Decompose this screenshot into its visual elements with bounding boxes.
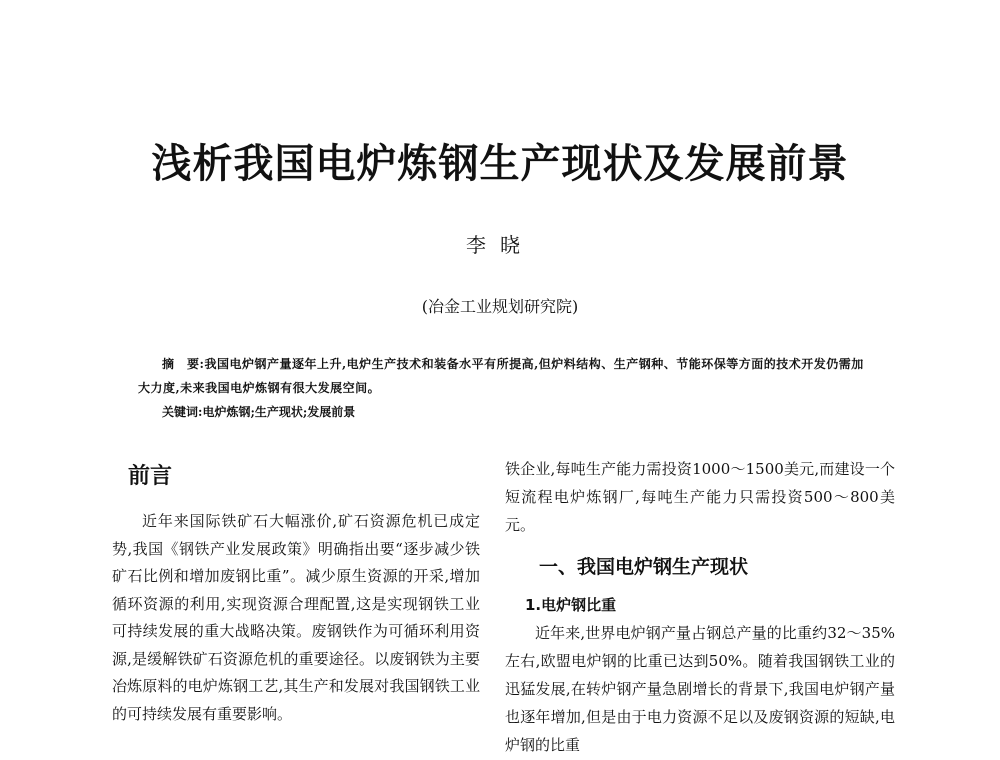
eaf-share-paragraph: 近年来,世界电炉钢产量占钢总产量的比重约32～35%左右,欧盟电炉钢的比重已达到50%。随着我国钢铁工业的迅猛发展,在转炉钢产量急剧增长的背景下,我国电炉钢产量也逐年增加,但是由于电力资源不足以及废钢资源的短缺,电炉钢的比重 — [505, 624, 895, 754]
paper-title: 浅析我国电炉炼钢生产现状及发展前景 — [151, 140, 849, 187]
subheading-eaf-share: 1.电炉钢比重 — [525, 596, 617, 614]
keywords-label: 关键词: — [162, 405, 203, 419]
left-column — [112, 458, 480, 728]
keywords-text: 电炉炼钢;生产现状;发展前景 — [202, 405, 356, 419]
abstract-label: 摘 要: — [162, 357, 205, 371]
keywords — [162, 400, 762, 424]
section-heading-current-status: 一、我国电炉钢生产现状 — [539, 556, 749, 578]
author-affiliation: (冶金工业规划研究院) — [421, 297, 579, 316]
author-name: 李晓 — [466, 233, 534, 257]
continued-paragraph: 铁企业,每吨生产能力需投资1000～1500美元,而建设一个短流程电炉炼钢厂,每吨生产能力只需投资500～800美元。 — [505, 460, 895, 534]
abstract — [138, 352, 866, 400]
preface-paragraph: 近年来国际铁矿石大幅涨价,矿石资源危机已成定势,我国《钢铁产业发展政策》明确指出要“逐步减少铁矿石比例和增加废钢比重”。减少原生资源的开采,增加循环资源的利用,实现资源合理配置,这是实现钢铁工业可持续发展的重大战略决策。废钢铁作为可循环利用资源,是缓解铁矿石资源危机的重要途径。以废钢铁为主要冶炼原料的电炉炼钢工艺,其生产和发展对我国钢铁工业的可持续发展有重要影响。 — [112, 512, 480, 723]
abstract-text: 我国电炉钢产量逐年上升,电炉生产技术和装备水平有所提高,但炉料结构、生产钢种、节能环保等方面的技术开发仍需加大力度,未来我国电炉炼钢有很大发展空间。 — [138, 357, 864, 395]
section-heading-preface: 前言 — [128, 464, 173, 489]
right-column — [505, 455, 895, 759]
